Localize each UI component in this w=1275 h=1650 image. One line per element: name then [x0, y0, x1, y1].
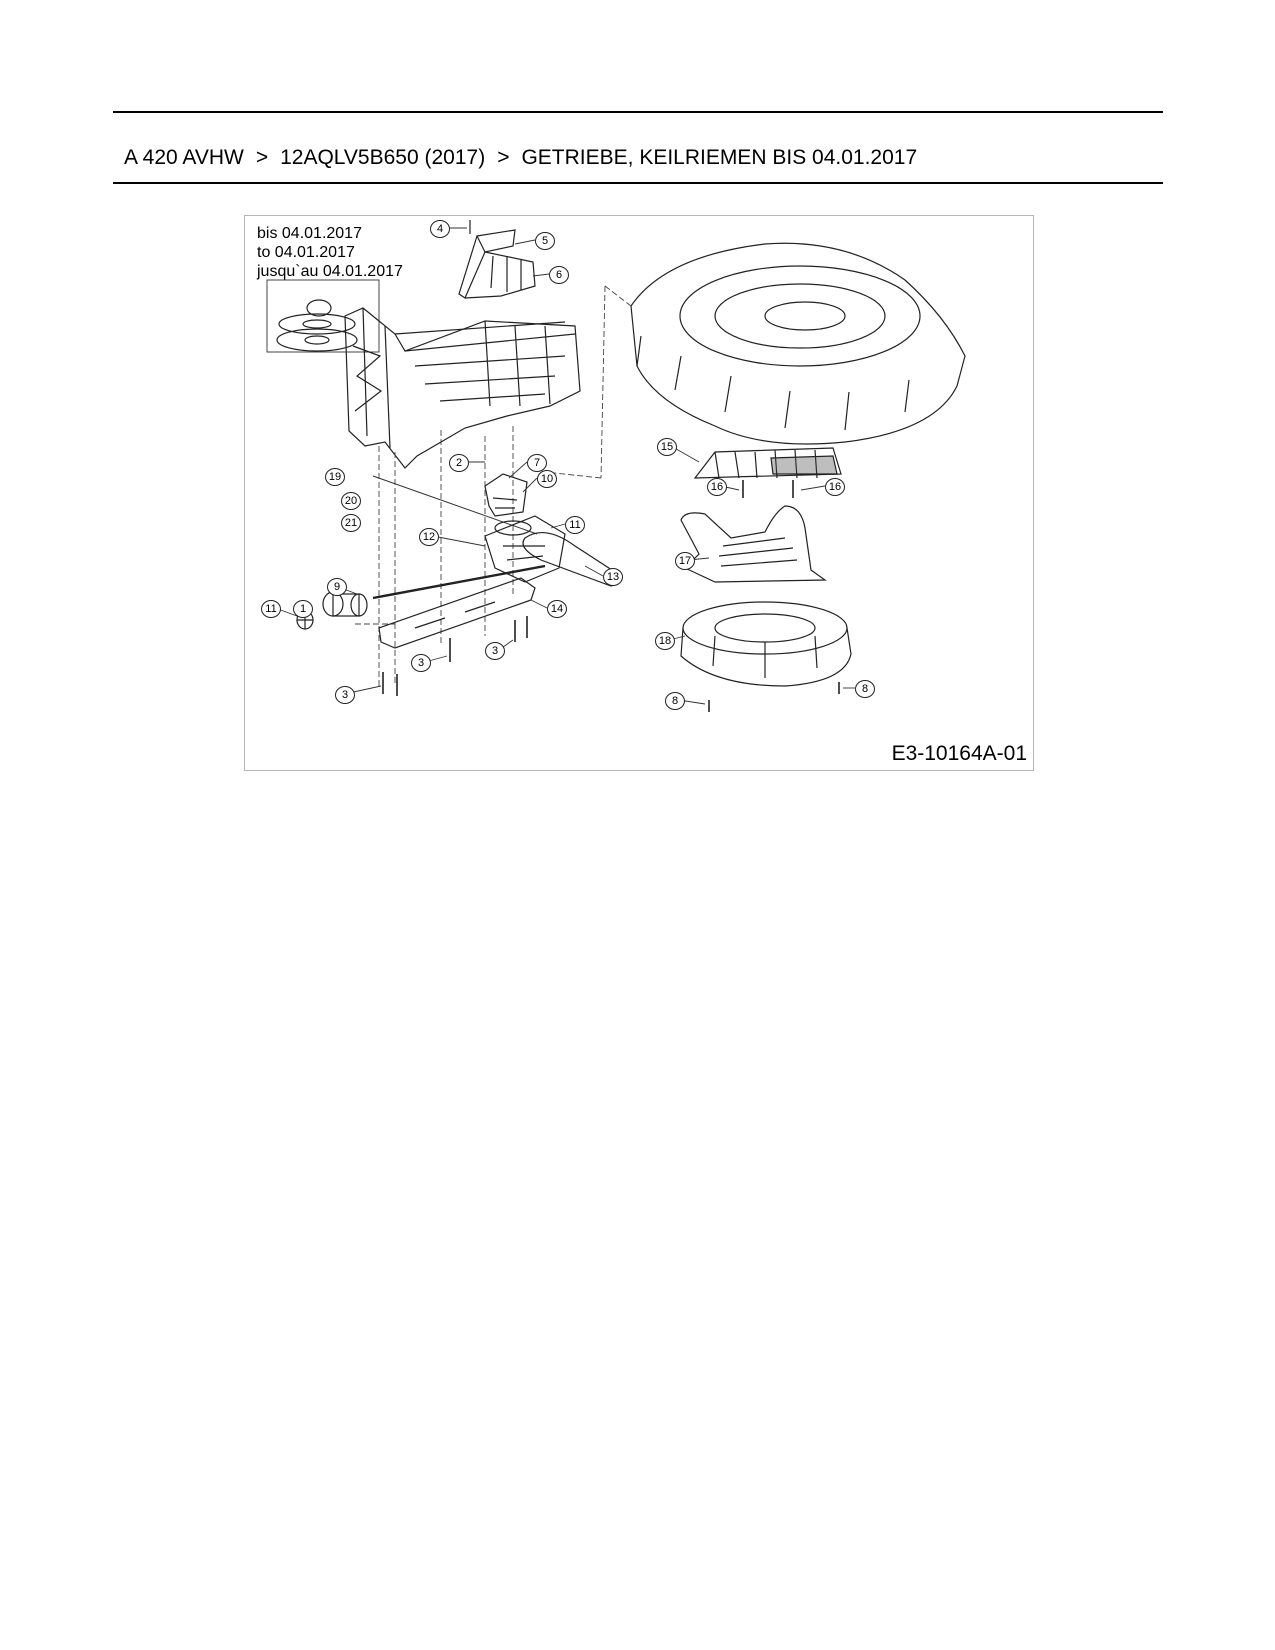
breadcrumb-separator: > — [497, 146, 510, 169]
callout-c7[interactable]: 7 — [527, 454, 547, 472]
callout-c9[interactable]: 9 — [327, 578, 347, 596]
fan-housing-15-shape — [695, 448, 841, 478]
callout-c16a[interactable]: 16 — [707, 478, 727, 496]
callout-c8b[interactable]: 8 — [855, 680, 875, 698]
base-plate-14-shape — [379, 578, 535, 648]
callout-c16b[interactable]: 16 — [825, 478, 845, 496]
callout-c3c[interactable]: 3 — [335, 686, 355, 704]
exploded-view-drawing — [245, 216, 1033, 770]
callout-c12[interactable]: 12 — [419, 528, 439, 546]
callout-c18[interactable]: 18 — [655, 632, 675, 650]
callout-c19[interactable]: 19 — [325, 468, 345, 486]
callout-c21[interactable]: 21 — [341, 514, 361, 532]
breadcrumb-variant[interactable]: 12AQLV5B650 (2017) — [280, 146, 486, 169]
callout-c6[interactable]: 6 — [549, 266, 569, 284]
validity-note-de: bis 04.01.2017 — [257, 225, 362, 242]
pulley-hub-shape — [303, 320, 331, 328]
screws-16-shape — [743, 480, 793, 498]
callout-c5[interactable]: 5 — [535, 232, 555, 250]
bracket-7-10-shape — [485, 474, 527, 516]
baffle-17-shape — [681, 506, 825, 582]
callout-c3b[interactable]: 3 — [485, 642, 505, 660]
callout-c17[interactable]: 17 — [675, 552, 695, 570]
deck-guide-line — [605, 286, 631, 306]
bowl-18-shape — [681, 602, 851, 686]
header-rule-bottom — [113, 182, 1163, 184]
breadcrumb — [124, 146, 917, 170]
base-plate-slots — [415, 602, 495, 628]
header-rule-top — [113, 111, 1163, 113]
breadcrumb-model[interactable]: A 420 AVHW — [124, 146, 244, 169]
pinion-1-shape — [323, 592, 367, 616]
callout-c15[interactable]: 15 — [657, 438, 677, 456]
validity-note — [257, 224, 403, 281]
pulley-hub-lower-shape — [305, 336, 329, 344]
figure-code: E3-10164A-01 — [891, 742, 1027, 765]
screws-3-shape — [383, 616, 527, 696]
bracket-5-6-shape — [459, 230, 535, 298]
callout-c11b[interactable]: 11 — [261, 600, 281, 618]
callout-c3a[interactable]: 3 — [411, 654, 431, 672]
mower-deck-shape — [631, 243, 965, 444]
callout-c11a[interactable]: 11 — [565, 516, 585, 534]
rear-housing-shape — [345, 308, 580, 468]
callout-c1[interactable]: 1 — [293, 600, 313, 618]
validity-note-en: to 04.01.2017 — [257, 244, 355, 261]
pulley-half-20-shape — [279, 314, 355, 334]
callout-c13[interactable]: 13 — [603, 568, 623, 586]
screws-8-shape — [709, 682, 839, 712]
validity-note-fr: jusqu`au 04.01.2017 — [257, 263, 403, 280]
callout-c10[interactable]: 10 — [537, 470, 557, 488]
parts-diagram — [244, 215, 1034, 771]
breadcrumb-separator: > — [255, 146, 269, 169]
assembly-guide-lines — [355, 286, 605, 686]
callout-c20[interactable]: 20 — [341, 492, 361, 510]
callout-c2[interactable]: 2 — [449, 454, 469, 472]
callout-c8a[interactable]: 8 — [665, 692, 685, 710]
callout-leaders — [275, 228, 855, 704]
callout-c4[interactable]: 4 — [430, 220, 450, 238]
breadcrumb-section: GETRIEBE, KEILRIEMEN BIS 04.01.2017 — [521, 146, 918, 169]
callout-c14[interactable]: 14 — [547, 600, 567, 618]
